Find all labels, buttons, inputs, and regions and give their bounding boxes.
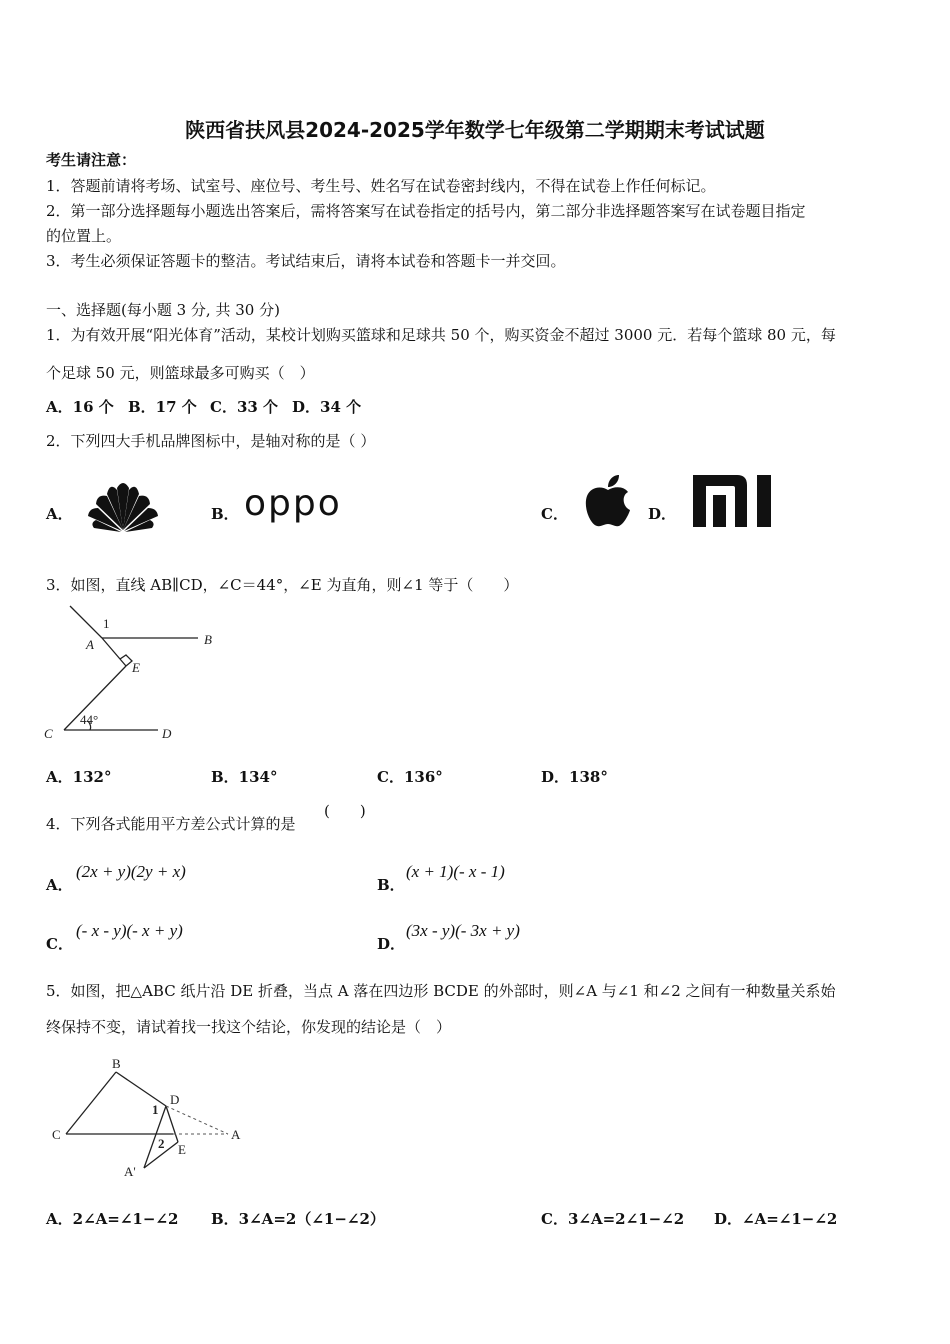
fig-label-a: A xyxy=(231,1127,241,1142)
fig-label-1: 1 xyxy=(103,616,110,631)
q2-label-d: D． xyxy=(648,505,677,523)
q4-answer-paren: ( ) xyxy=(324,802,366,820)
fig-label-b: B xyxy=(112,1056,121,1071)
q3-option-a: A．132° xyxy=(46,768,112,786)
q3-option-d: D．138° xyxy=(541,768,608,786)
q3-stem: 3．如图，直线 AB∥CD，∠C＝44°，∠E 为直角，则∠1 等于（ ） xyxy=(46,576,519,594)
q4-label-d: D． xyxy=(377,935,406,953)
fig-label-c: C xyxy=(52,1127,61,1142)
q1-stem-line2: 个足球 50 元，则篮球最多可购买（ ） xyxy=(46,364,315,382)
notice-item: 的位置上。 xyxy=(46,227,122,245)
q5-option-a: A．2∠A=∠1−∠2 xyxy=(46,1210,179,1228)
notice-item: 3．考生必须保证答题卡的整洁。考试结束后，请将本试卷和答题卡一并交回。 xyxy=(46,252,566,270)
fig-label-d: D xyxy=(170,1092,180,1107)
q4-expr-d: (3x - y)(- 3x + y) xyxy=(406,921,520,940)
q4-label-a: A． xyxy=(46,876,73,894)
fig-label-a: A xyxy=(86,637,94,652)
notice-heading: 考生请注意： xyxy=(46,151,137,169)
fig-label-b: B xyxy=(204,632,212,647)
q1-option-b: B．17 个 xyxy=(128,398,197,416)
fig-label-angle2: 2 xyxy=(158,1136,165,1151)
fig-label-angle1: 1 xyxy=(152,1102,159,1117)
q2-label-b: B． xyxy=(211,505,239,523)
q3-option-c: C．136° xyxy=(377,768,443,786)
q5-option-c: C．3∠A=2∠1−∠2 xyxy=(541,1210,685,1228)
q1-option-c: C．33 个 xyxy=(210,398,279,416)
notice-item: 1．答题前请将考场、试室号、座位号、考生号、姓名写在试卷密封线内，不得在试卷上作任何标记。 xyxy=(46,177,716,195)
fig-label-angle: 44° xyxy=(80,712,99,727)
fig-line-de xyxy=(166,1106,178,1142)
q4-expr-b: (x + 1)(- x - 1) xyxy=(406,862,505,881)
q2-label-c: C． xyxy=(541,505,568,523)
q5-stem-line2: 终保持不变，请试着找一找这个结论，你发现的结论是（ ） xyxy=(46,1018,452,1036)
mi-logo-icon xyxy=(693,475,775,527)
q4-label-b: B． xyxy=(377,876,405,894)
q2-label-a: A． xyxy=(46,505,73,523)
q3-option-b: B．134° xyxy=(211,768,278,786)
notice-item: 2．第一部分选择题每小题选出答案后，需将答案写在试卷指定的括号内，第二部分非选择题答案写在试卷题目指定 xyxy=(46,202,806,220)
fig-line-cb xyxy=(66,1072,116,1134)
flower-logo-icon xyxy=(86,476,160,532)
q5-option-b: B．3∠A=2（∠1−∠2） xyxy=(211,1210,385,1228)
fig-line-bd xyxy=(116,1072,166,1106)
q5-option-d: D．∠A=∠1−∠2 xyxy=(714,1210,838,1228)
q4-stem: 4．下列各式能用平方差公式计算的是 xyxy=(46,815,296,833)
q4-label-c: C． xyxy=(46,935,73,953)
q1-stem-line1: 1．为有效开展“阳光体育”活动，某校计划购买篮球和足球共 50 个，购买资金不超过 3000 元．若每个篮球 80 元，每 xyxy=(46,326,836,344)
section-heading: 一、选择题(每小题 3 分, 共 30 分) xyxy=(46,301,280,319)
q4-expr-a: (2x + y)(2y + x) xyxy=(76,862,186,881)
fig-line-ae xyxy=(102,638,126,666)
q1-option-a: A．16 个 xyxy=(46,398,114,416)
fig-label-e: E xyxy=(132,660,140,675)
fig-label-d: D xyxy=(162,726,172,741)
fig-label-aprime: A' xyxy=(124,1164,136,1179)
q4-expr-c: (- x - y)(- x + y) xyxy=(76,921,183,940)
q5-stem-line1: 5．如图，把△ABC 纸片沿 DE 折叠，当点 A 落在四边形 BCDE 的外部时，则∠A 与∠1 和∠2 之间有一种数量关系始 xyxy=(46,982,836,1000)
apple-logo-icon xyxy=(583,474,633,528)
fig-label-c: C xyxy=(44,726,53,741)
q2-stem: 2．下列四大手机品牌图标中，是轴对称的是（ ） xyxy=(46,432,376,450)
q1-option-d: D．34 个 xyxy=(292,398,362,416)
fig-label-e: E xyxy=(178,1142,186,1157)
page-title: 陕西省扶风县2024-2025学年数学七年级第二学期期末考试试题 xyxy=(185,118,765,142)
q3-figure xyxy=(40,600,230,750)
fig-line xyxy=(70,606,102,638)
oppo-logo-icon: oppo xyxy=(244,483,342,524)
fig-dashed-da xyxy=(166,1106,228,1134)
q5-figure xyxy=(48,1058,248,1184)
